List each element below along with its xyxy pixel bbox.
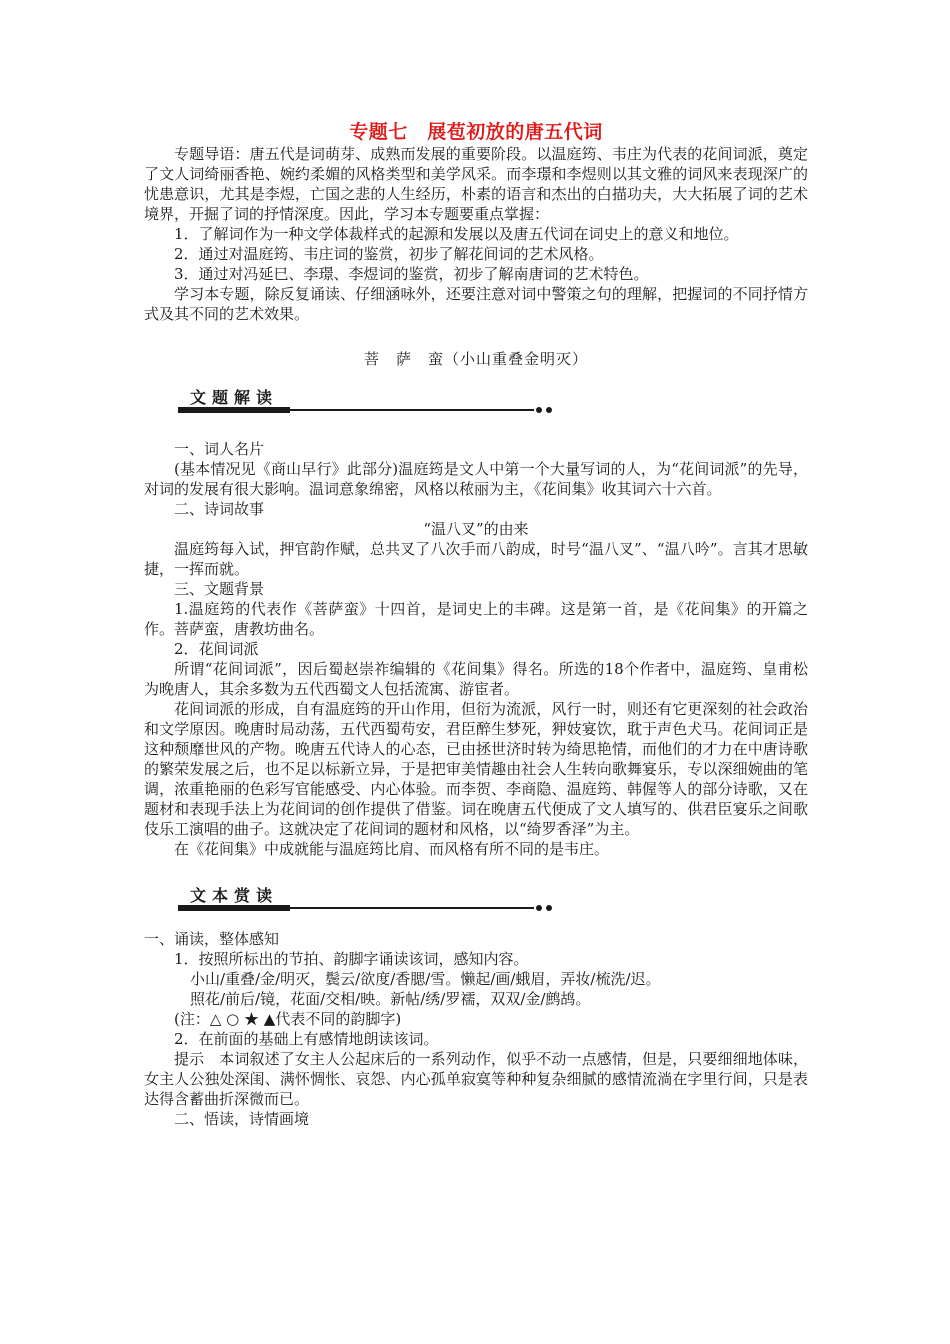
question: 2．在前面的基础上有感情地朗读该词。 [174, 1030, 439, 1048]
paragraph: 在《花间集》中成就能与温庭筠比肩、而风格有所不同的是韦庄。 [174, 840, 610, 858]
heading-dot-icon [546, 407, 552, 413]
intro-closing: 学习本专题，除反复诵读、仔细涵咏外，还要注意对词中警策之句的理解，把握词的不同抒情方式及其不同的艺术效果。 [144, 285, 808, 323]
subheading: 二、诗词故事 [174, 500, 265, 518]
section-heading-wenben [144, 883, 808, 913]
intro-lead: 专题导语：唐五代是词萌芽、成熟而发展的重要阶段。以温庭筠、韦庄为代表的花间词派，奠定了文人词绮丽香艳、婉约柔媚的风格类型和美学风采。而李璟和李煜则以其文雅的词风来表现深广的忧患意识，尤其是李煜，亡国之悲的人生经历，朴素的语言和杰出的白描功夫，大大拓展了词的艺术境界，开掘了词的抒情深度。因此，学习本专题要重点掌握： [144, 145, 808, 223]
heading-rule-thick [178, 905, 290, 911]
subheading: 二、悟读，诗情画境 [174, 1110, 310, 1128]
subheading: 2．花间词派 [174, 640, 259, 658]
paragraph: 温庭筠每入试，押官韵作赋，总共叉了八次手而八韵成，时号“温八叉”、“温八吟”。言其才思敏捷，一挥而就。 [144, 540, 808, 578]
intro-goal-1: 1．了解词作为一种文学体裁样式的起源和发展以及唐五代词在词史上的意义和地位。 [174, 225, 739, 243]
section-heading-wenti [144, 385, 808, 415]
paragraph: (基本情况见《商山早行》此部分)温庭筠是文人中第一个大量写词的人，为“花间词派”的先导，对词的发展有很大影响。温词意象绵密，风格以秾丽为主，《花间集》收其词六十六首。 [144, 460, 808, 498]
heading-rule-thin [290, 409, 534, 411]
intro-goal-2: 2．通过对温庭筠、韦庄词的鉴赏，初步了解花间词的艺术风格。 [174, 245, 604, 263]
poem-line: 小山/重叠/金/明灭，鬓云/欲度/香腮/雪。懒起/画/蛾眉，弄妆/梳洗/迟。 [190, 970, 661, 988]
section-heading-label: 文本赏读 [190, 886, 279, 905]
question: 1．按照所标出的节拍、韵脚字诵读该词，感知内容。 [174, 950, 529, 968]
poem-line: 照花/前后/镜，花面/交相/映。新帖/绣/罗襦，双双/金/鹧鸪。 [190, 990, 591, 1008]
paragraph: 所谓“花间词派”，因后蜀赵崇祚编辑的《花间集》得名。所选的18个作者中，温庭筠、皇甫松为晚唐人，其余多数为五代西蜀文人包括流寓、游宦者。 [144, 660, 808, 698]
heading-dot-icon [536, 407, 542, 413]
document-page [144, 120, 808, 1129]
heading-dot-icon [546, 905, 552, 911]
rhyme-note: (注：△ ○ ★ ▲代表不同的韵脚字) [174, 1010, 402, 1028]
heading-rule-thick [178, 407, 290, 413]
subheading: 一、词人名片 [174, 440, 265, 458]
paragraph: 花间词派的形成，自有温庭筠的开山作用，但衍为流派，风行一时，则还有它更深刻的社会政治和文学原因。晚唐时局动荡，五代西蜀苟安，君臣醉生梦死，狎妓宴饮，耽于声色犬马。花间词正是这种颓靡世风的产物。晚唐五代诗人的心态，已由拯世济时转为绮思艳情，而他们的才力在中唐诗歌的繁荣发展之后，也不足以标新立异，于是把审美情趣由社会人生转向歌舞宴乐，专以深细婉曲的笔调，浓重艳丽的色彩写官能感受、内心体验。而李贺、李商隐、温庭筠、韩偓等人的部分诗歌，又在题材和表现手法上为花间词的创作提供了借鉴。词在晚唐五代便成了文人填写的、供君臣宴乐之间歌伎乐工演唱的曲子。这就决定了花间词的题材和风格，以“绮罗香泽”为主。 [144, 700, 808, 838]
subheading: 三、文题背景 [174, 580, 265, 598]
paragraph: 1.温庭筠的代表作《菩萨蛮》十四首，是词史上的丰碑。这是第一首，是《花间集》的开篇之作。菩萨蛮，唐教坊曲名。 [144, 600, 808, 638]
section-heading-label: 文题解读 [190, 388, 279, 407]
hint-paragraph: 提示 本词叙述了女主人公起床后的一系列动作，似乎不动一点感情，但是，只要细细地体味，女主人公独处深闺、满怀惆怅、哀怨、内心孤单寂寞等种种复杂细腻的感情流淌在字里行间，只是表达得含蓄曲折深微而已。 [144, 1050, 808, 1108]
subheading: 一、诵读，整体感知 [144, 930, 280, 948]
poem-title: 菩 萨 蛮（小山重叠金明灭） [363, 350, 588, 368]
intro-goal-3: 3．通过对冯延巳、李璟、李煜词的鉴赏，初步了解南唐词的艺术特色。 [174, 265, 649, 283]
story-title: “温八叉”的由来 [423, 520, 529, 538]
page-title: 专题七 展苞初放的唐五代词 [349, 121, 603, 143]
heading-dot-icon [536, 905, 542, 911]
heading-rule-thin [290, 907, 534, 909]
